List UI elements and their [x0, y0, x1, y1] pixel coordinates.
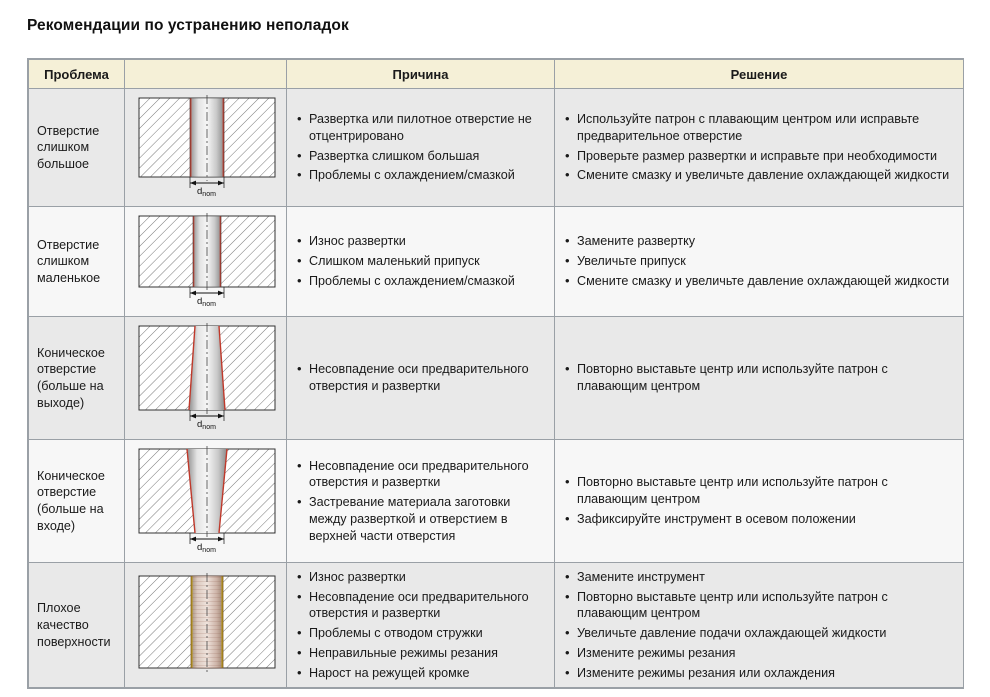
list-item: • Замените развертку	[563, 233, 955, 250]
list-item: • Несовпадение оси предварительного отверстия и развертки	[295, 458, 546, 491]
solution-list	[563, 569, 955, 681]
cell-solution	[555, 440, 964, 563]
cell-cause	[287, 207, 555, 317]
list-item: • Несовпадение оси предварительного отверстия и развертки	[295, 589, 546, 622]
list-item: • Проблемы с охлаждением/смазкой	[295, 273, 546, 290]
cause-list	[295, 569, 546, 681]
svg-text:dnom: $d_{nom}$	[197, 186, 216, 198]
list-item: • Измените режимы резания или охлаждения	[563, 665, 955, 682]
troubleshooting-table-container	[27, 58, 964, 689]
cell-problem: Коническое отверстие (больше на входе)	[29, 440, 125, 563]
cell-figure	[125, 440, 287, 563]
header-solution: Решение	[555, 60, 964, 89]
solution-list	[563, 111, 955, 184]
list-item: • Застревание материала заготовки между разверткой и отверстием в верхней части отверстия	[295, 494, 546, 544]
table-row	[29, 563, 964, 688]
list-item: • Замените инструмент	[563, 569, 955, 586]
cause-list	[295, 361, 546, 394]
svg-text:dnom: $d_{nom}$	[197, 296, 216, 308]
table-row	[29, 317, 964, 440]
cell-figure	[125, 317, 287, 440]
list-item: • Повторно выставьте центр или используйте патрон с плавающим центром	[563, 474, 955, 507]
list-item: • Слишком маленький припуск	[295, 253, 546, 270]
list-item: • Неправильные режимы резания	[295, 645, 546, 662]
table-row	[29, 89, 964, 207]
list-item: • Износ развертки	[295, 233, 546, 250]
cell-figure	[125, 207, 287, 317]
solution-list	[563, 361, 955, 394]
cell-solution	[555, 563, 964, 688]
cell-cause	[287, 563, 555, 688]
list-item: • Развертка или пилотное отверстие не отцентрировано	[295, 111, 546, 144]
list-item: • Зафиксируйте инструмент в осевом положении	[563, 511, 955, 528]
cell-problem: Отверстие слишком большое	[29, 89, 125, 207]
solution-list	[563, 233, 955, 289]
list-item: • Увеличьте припуск	[563, 253, 955, 270]
header-figure	[125, 60, 287, 89]
list-item: • Проверьте размер развертки и исправьте при необходимости	[563, 148, 955, 165]
list-item: • Проблемы с отводом стружки	[295, 625, 546, 642]
cause-list	[295, 233, 546, 289]
header-problem: Проблема	[29, 60, 125, 89]
cell-cause	[287, 440, 555, 563]
table-row	[29, 207, 964, 317]
poor-surface-finish-diagram	[133, 573, 281, 677]
table-row	[29, 440, 964, 563]
cell-solution	[555, 317, 964, 440]
list-item: • Смените смазку и увеличьте давление охлаждающей жидкости	[563, 167, 955, 184]
list-item: • Повторно выставьте центр или используйте патрон с плавающим центром	[563, 589, 955, 622]
cell-problem: Отверстие слишком маленькое	[29, 207, 125, 317]
cell-cause	[287, 317, 555, 440]
list-item: • Износ развертки	[295, 569, 546, 586]
cell-solution	[555, 89, 964, 207]
troubleshooting-table	[28, 59, 964, 688]
solution-list	[563, 474, 955, 527]
hole-too-small-diagram	[133, 213, 281, 310]
list-item: • Нарост на режущей кромке	[295, 665, 546, 682]
list-item: • Смените смазку и увеличьте давление охлаждающей жидкости	[563, 273, 955, 290]
hole-too-large-diagram	[133, 95, 281, 200]
svg-text:dnom: $d_{nom}$	[197, 542, 216, 554]
page-title: Рекомендации по устранению неполадок	[27, 17, 349, 34]
cell-figure	[125, 563, 287, 688]
cell-figure	[125, 89, 287, 207]
tapered-hole-exit-diagram	[133, 323, 281, 433]
cause-list	[295, 458, 546, 545]
list-item: • Используйте патрон с плавающим центром или исправьте предварительное отверстие	[563, 111, 955, 144]
list-item: • Развертка слишком большая	[295, 148, 546, 165]
list-item: • Увеличьте давление подачи охлаждающей жидкости	[563, 625, 955, 642]
header-cause: Причина	[287, 60, 555, 89]
list-item: • Измените режимы резания	[563, 645, 955, 662]
cell-problem: Коническое отверстие (больше на выходе)	[29, 317, 125, 440]
table-header-row	[29, 60, 964, 89]
list-item: • Несовпадение оси предварительного отверстия и развертки	[295, 361, 546, 394]
cause-list	[295, 111, 546, 184]
cell-solution	[555, 207, 964, 317]
list-item: • Проблемы с охлаждением/смазкой	[295, 167, 546, 184]
tapered-hole-entry-diagram	[133, 446, 281, 556]
svg-text:dnom: $d_{nom}$	[197, 419, 216, 431]
cell-cause	[287, 89, 555, 207]
cell-problem: Плохое качество поверхности	[29, 563, 125, 688]
list-item: • Повторно выставьте центр или используйте патрон с плавающим центром	[563, 361, 955, 394]
